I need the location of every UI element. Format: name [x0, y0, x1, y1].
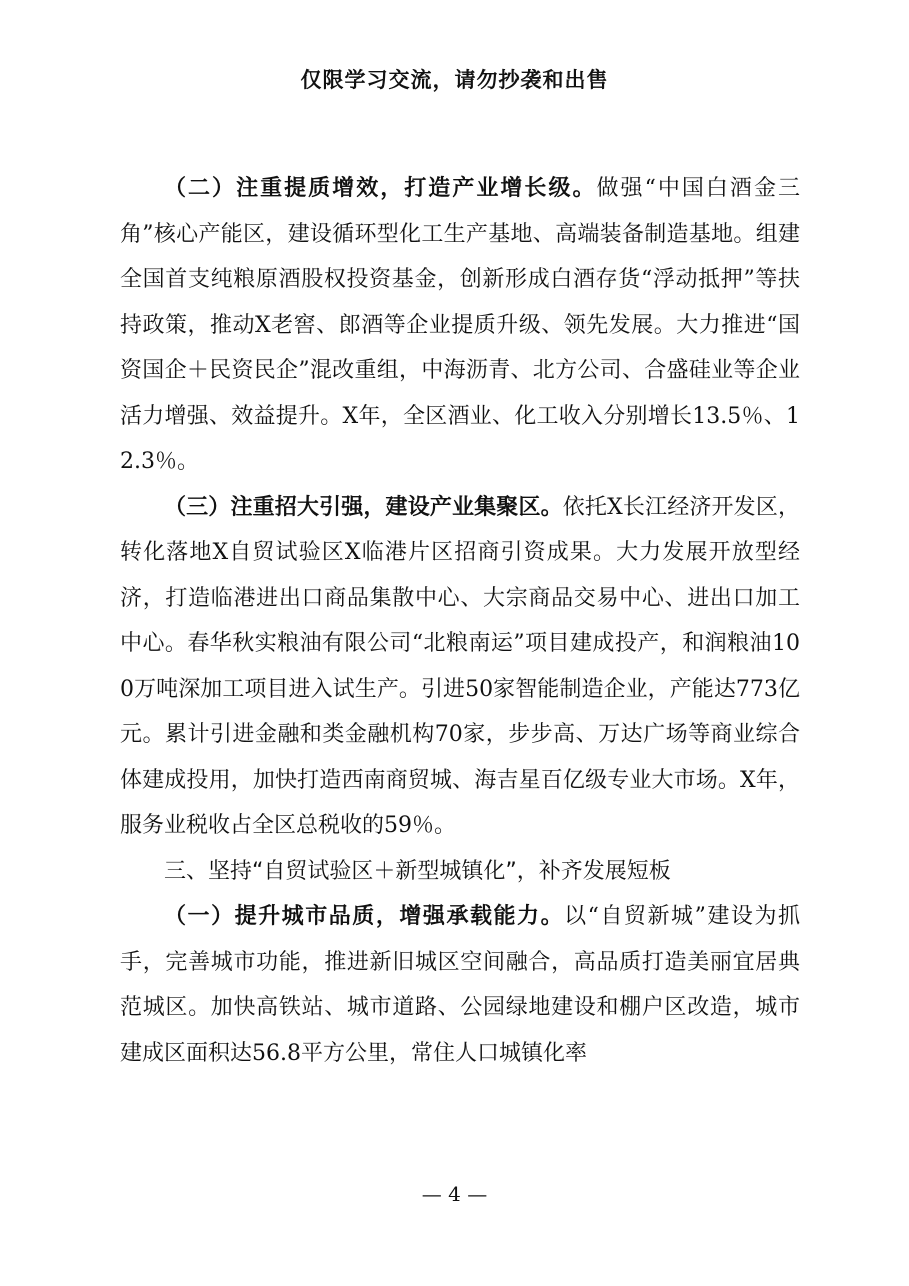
paragraph-text: 做强“中国白酒金三角”核心产能区，建设循环型化工生产基地、高端装备制造基地。组建全国首支纯粮原酒股权投资基金，创新形成白酒存货“浮动抵押”等扶持政策，推动X老窖、郎酒等企业提质升级、领先发展。大力推进“国资国企＋民资民企”混改重组，中海沥青、北方公司、合盛硅业等企业活力增强、效益提升。X年，全区酒业、化工收入分别增长13.5％、12.3％。: [120, 176, 800, 474]
document-body: [120, 166, 800, 1076]
header-notice: 仅限学习交流，请勿抄袭和出售: [300, 67, 609, 92]
paragraph-lead: （二）注重提质增效，打造产业增长级。: [164, 176, 597, 201]
section-heading: 三、坚持“自贸试验区＋新型城镇化”，补齐发展短板: [164, 858, 671, 884]
page-number: — 4 —: [421, 1182, 488, 1206]
paragraph-city-quality: [120, 894, 800, 1076]
paragraph-investment: [120, 485, 800, 849]
paragraph-text: 以“自贸新城”建设为抓手，完善城市功能，推进新旧城区空间融合，高品质打造美丽宜居典范城区。加快高铁站、城市道路、公园绿地建设和棚户区改造，城市建成区面积达56.8平方公里，常住人口城镇化率: [120, 904, 800, 1066]
paragraph-text: 依托X长江经济开发区，转化落地X自贸试验区X临港片区招商引资成果。大力发展开放型经济，打造临港进出口商品集散中心、大宗商品交易中心、进出口加工中心。春华秋实粮油有限公司“北粮南运”项目建成投产，和润粮油100万吨深加工项目进入试生产。引进50家智能制造企业，产能达773亿元。累计引进金融和类金融机构70家，步步高、万达广场等商业综合体建成投用，加快打造西南商贸城、海吉星百亿级专业大市场。X年，服务业税收占全区总税收的59％。: [120, 494, 800, 838]
paragraph-industry-upgrade: [120, 166, 800, 485]
paragraph-lead: （一）提升城市品质，增强承载能力。: [164, 904, 565, 929]
paragraph-lead: （三）注重招大引强，建设产业集聚区。: [164, 494, 563, 520]
